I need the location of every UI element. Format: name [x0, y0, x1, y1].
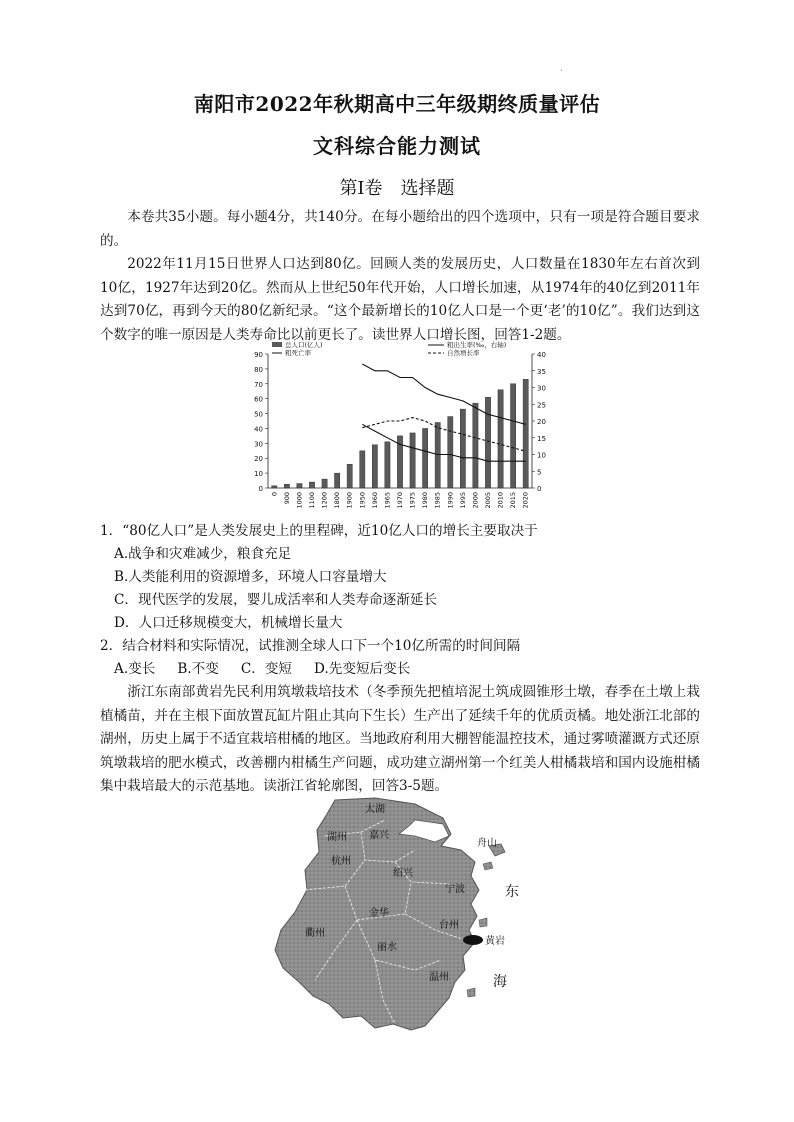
exam-subtitle: 文科综合能力测试 [313, 134, 481, 158]
chart-left-tick-label: 80 [254, 365, 263, 374]
chart-x-tick-label: 1985 [433, 492, 442, 509]
chart-x-tick-label: 1995 [458, 492, 467, 509]
island-3 [467, 988, 475, 997]
population-chart [240, 340, 565, 510]
chart-bar [335, 473, 340, 488]
label-huangyan: 黄岩 [485, 936, 505, 947]
question-2-option-d: D.先变短后变长 [314, 661, 411, 677]
chart-right-tick-label: 40 [537, 351, 546, 359]
label-ningbo: 宁波 [445, 884, 465, 895]
huangyan-marker [463, 935, 483, 945]
chart-legend-natural-label: 自然增长率 [447, 349, 480, 357]
chart-x-tick-label: 1980 [421, 492, 430, 509]
section-name: 选择题 [400, 178, 455, 199]
chart-bar [523, 379, 528, 488]
island-1 [483, 862, 493, 870]
label-quzhou: 衢州 [305, 928, 325, 939]
chart-legend-death-label: 粗死亡率 [285, 349, 311, 357]
question-1-option-c: C．现代医学的发展，婴儿成活率和人类寿命逐渐延长 [114, 592, 438, 608]
chart-bar [423, 428, 428, 488]
chart-left-tick-label: 30 [254, 440, 263, 449]
chart-left-tick-label: 20 [254, 455, 263, 464]
chart-bar [460, 409, 465, 488]
chart-x-tick-label: 1000 [295, 492, 304, 509]
question-2-stem: 2．结合材料和实际情况，试推测全球人口下一个10亿所需的时间间隔 [100, 638, 521, 654]
question-2-options [114, 658, 432, 681]
label-jinhua: 金华 [369, 908, 389, 919]
label-taihu: 太湖 [365, 804, 385, 815]
material-2-paragraph: 浙江东南部黄岩先民利用筑墩栽培技术（冬季预先把植培泥土筑成圆锥形土墩，春季在土墩上栽植橘苗，并在主根下面放置瓦缸片阻止其向下生长）生产出了延续千年的优质贡橘。地处浙江北部的湖州，历史上属于不适宜栽培柑橘的地区。当地政府利用大棚智能温控技术，通过雾喷灌溉方式还原筑墩栽培的肥水模式，改善棚内柑橘生产问题，成功建立湖州第一个红美人柑橘栽培和国内设施柑橘集中栽培最大的示范基地。读浙江省轮廓图，回答3-5题。 [100, 684, 700, 794]
chart-right-tick-label: 0 [537, 485, 542, 493]
chart-bar [322, 479, 327, 488]
chart-right-tick-label: 35 [537, 367, 546, 376]
chart-x-tick-label: 2005 [484, 492, 492, 509]
chart-right-tick-label: 10 [537, 451, 546, 460]
chart-x-tick-label: 2015 [509, 492, 518, 509]
chart-bar [435, 422, 440, 488]
chart-bar [309, 482, 314, 488]
label-dong: 东 [505, 884, 519, 900]
chart-right-tick-label: 20 [537, 418, 546, 426]
chart-bar [511, 384, 516, 488]
chart-x-tick-label: 1900 [345, 492, 354, 509]
chart-bar [372, 445, 377, 488]
chart-bar [272, 486, 277, 488]
material-1-paragraph: 2022年11月15日世界人口达到80亿。回顾人类的发展历史，人口数量在1830年左右首次到10亿，1927年达到20亿。然而从上世纪50年代开始，人口增长加速，从1974年的40亿到2011年达到70亿，再到今天的80亿新纪录。“这个最新增长的10亿人口是一个更‘老’的10亿”。我们达到这个数字的唯一原因是人类寿命比以前更长了。读世界人口增长图，回答1-2题。 [100, 256, 700, 343]
chart-x-tick-label: 900 [282, 492, 291, 505]
question-1-option-d: D．人口迁移规模变大，机械增长量大 [114, 615, 343, 631]
exam-title: 南阳市2022年秋期高中三年级期终质量评估 [193, 92, 601, 116]
chart-x-tick-label: 1970 [396, 492, 404, 509]
chart-left-tick-label: 60 [254, 395, 263, 404]
label-zhoushan: 舟山 [477, 838, 497, 849]
section-number: 第Ⅰ卷 [339, 178, 383, 199]
chart-x-tick-label: 1100 [308, 492, 316, 509]
question-2-option-b: B.不变 [177, 661, 219, 677]
chart-bar [360, 451, 365, 488]
question-1-option-b: B.人类能利用的资源增多，环境人口容量增大 [114, 569, 387, 585]
label-wenzhou: 温州 [429, 972, 449, 983]
section-heading [0, 174, 794, 200]
chart-bar [410, 433, 415, 488]
question-1-option-a: A.战争和灾难减少，粮食充足 [114, 546, 292, 562]
chart-legend-bar-label: 总人口(亿人) [285, 341, 323, 349]
label-hangzhou: 杭州 [331, 856, 351, 867]
chart-x-tick-label: 1960 [370, 492, 379, 509]
chart-bar [473, 403, 478, 488]
chart-left-tick-label: 40 [254, 425, 263, 434]
chart-left-tick-label: 70 [254, 380, 263, 389]
chart-legend-birth-label: 粗出生率(‰，右轴) [447, 341, 507, 349]
question-2-option-a: A.变长 [114, 661, 156, 677]
label-hai: 海 [493, 974, 507, 990]
chart-bar [498, 390, 503, 488]
label-taizhou: 台州 [439, 920, 459, 931]
chart-left-tick-label: 50 [254, 410, 263, 419]
chart-x-tick-label: 0 [270, 492, 279, 497]
chart-x-tick-label: 1950 [358, 492, 367, 509]
intro-paragraph: 本卷共35小题。每小题4分，共140分。在每小题给出的四个选项中，只有一项是符合题目要求的。 [100, 209, 700, 249]
chart-left-tick-label: 90 [254, 351, 263, 359]
chart-right-tick-label: 25 [537, 401, 546, 410]
chart-x-tick-label: 1990 [446, 492, 455, 509]
chart-x-tick-label: 1975 [408, 492, 417, 509]
chart-bar [284, 484, 289, 488]
chart-x-tick-label: 2010 [496, 492, 505, 509]
chart-right-tick-label: 30 [537, 384, 546, 393]
chart-x-tick-label: 2020 [521, 492, 530, 509]
label-jiaxing: 嘉兴 [369, 830, 389, 841]
label-shaoxing: 绍兴 [393, 868, 413, 879]
question-1-stem: 1．“80亿人口”是人类发展史上的里程碑，近10亿人口的增长主要取决于 [100, 523, 538, 539]
chart-x-tick-label: 1800 [333, 492, 342, 509]
chart-bar [297, 484, 302, 488]
chart-x-tick-label: 1965 [383, 492, 392, 509]
chart-x-tick-label: 2000 [471, 492, 480, 509]
chart-legend-bar-swatch [272, 342, 282, 347]
chart-left-tick-label: 0 [258, 485, 263, 493]
chart-x-tick-label: 1200 [320, 492, 329, 509]
zhejiang-outline-map [265, 790, 540, 1035]
chart-right-tick-label: 5 [537, 468, 542, 477]
label-lishui: 丽水 [377, 942, 397, 953]
chart-right-tick-label: 15 [537, 434, 546, 443]
chart-bar [347, 464, 352, 488]
island-2 [479, 918, 487, 927]
label-huzhou: 湖州 [327, 832, 347, 843]
chart-bar [485, 397, 490, 488]
chart-bar [385, 442, 390, 488]
chart-left-tick-label: 10 [254, 470, 263, 479]
chart-bar [448, 417, 453, 488]
corner-mark: · [560, 66, 563, 75]
question-2-option-c: C．变短 [240, 661, 293, 677]
